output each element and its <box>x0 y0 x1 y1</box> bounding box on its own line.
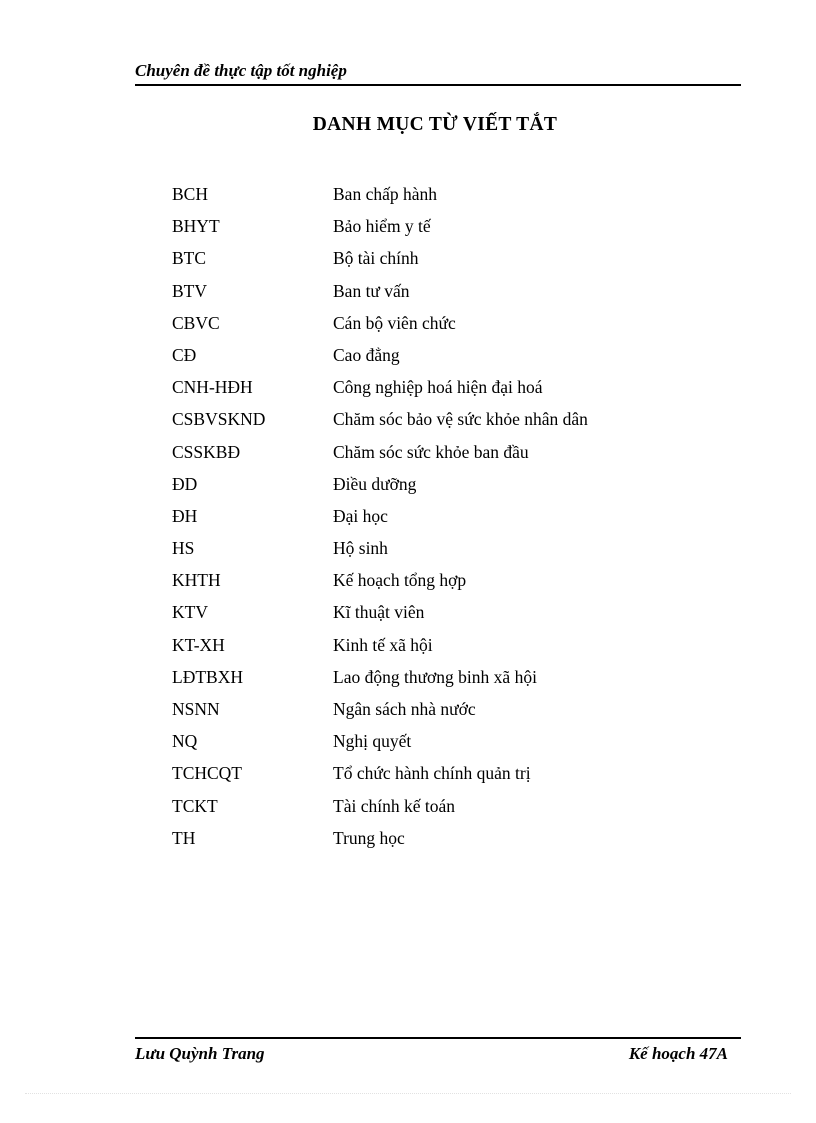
abbreviation-code: TCKT <box>172 795 218 816</box>
abbreviation-row <box>172 182 652 214</box>
abbreviation-meaning: Nghị quyết <box>333 731 412 752</box>
abbreviation-row <box>172 536 652 568</box>
abbreviation-code: CĐ <box>172 344 197 365</box>
abbreviation-list <box>172 182 652 858</box>
abbreviation-meaning: Chăm sóc bảo vệ sức khỏe nhân dân <box>333 409 588 430</box>
abbreviation-code: NSNN <box>172 699 220 719</box>
abbreviation-row <box>172 343 652 375</box>
abbreviation-code: BCH <box>172 184 208 204</box>
abbreviation-row <box>172 440 652 472</box>
abbreviation-row <box>172 600 652 632</box>
abbreviation-meaning: Tổ chức hành chính quản trị <box>333 763 531 784</box>
abbreviation-code: CSSKBĐ <box>172 441 241 462</box>
abbreviation-code: BTV <box>172 280 207 301</box>
abbreviation-code: KHTH <box>172 570 221 591</box>
abbreviation-meaning: Đại học <box>333 505 388 526</box>
abbreviation-meaning: Trung học <box>333 827 405 848</box>
abbreviation-meaning: Lao động thương binh xã hội <box>333 666 537 687</box>
abbreviation-code: BTC <box>172 248 207 269</box>
abbreviation-code: KTV <box>172 602 208 623</box>
abbreviation-row <box>172 568 652 600</box>
abbreviation-meaning: Bảo hiểm y tế <box>333 216 431 237</box>
abbreviation-code: NQ <box>172 731 198 752</box>
footer-class: Kế hoạch 47A <box>628 1044 728 1063</box>
page-title: DANH MỤC TỪ VIẾT TẮT <box>312 114 558 135</box>
abbreviation-meaning: Ban tư vấn <box>333 280 410 301</box>
abbreviation-meaning: Cán bộ viên chức <box>333 312 456 333</box>
abbreviation-row <box>172 375 652 407</box>
abbreviation-meaning: Cao đẳng <box>333 344 400 365</box>
abbreviation-meaning: Bộ tài chính <box>333 248 419 269</box>
abbreviation-meaning: Tài chính kế toán <box>333 795 455 816</box>
abbreviation-meaning: Điều dưỡng <box>333 473 417 494</box>
abbreviation-code: TH <box>172 827 196 848</box>
abbreviation-row <box>172 761 652 793</box>
abbreviation-code: CBVC <box>172 312 220 333</box>
abbreviation-row <box>172 504 652 536</box>
abbreviation-row <box>172 246 652 278</box>
abbreviation-row <box>172 214 652 246</box>
abbreviation-row <box>172 665 652 697</box>
abbreviation-code: CNH-HĐH <box>172 377 253 398</box>
abbreviation-meaning: Chăm sóc sức khỏe ban đầu <box>333 441 529 462</box>
abbreviation-code: HS <box>172 538 195 559</box>
abbreviation-row <box>172 826 652 858</box>
abbreviation-meaning: Công nghiệp hoá hiện đại hoá <box>333 377 543 398</box>
abbreviation-row <box>172 407 652 439</box>
abbreviation-row <box>172 729 652 761</box>
page-footer <box>135 1037 741 1069</box>
abbreviation-meaning: Ngân sách nhà nước <box>333 699 476 719</box>
abbreviation-meaning: Kế hoạch tổng hợp <box>333 570 467 591</box>
footer-author: Lưu Quỳnh Trang <box>135 1044 265 1063</box>
abbreviation-code: ĐH <box>172 505 198 526</box>
abbreviation-row <box>172 472 652 504</box>
abbreviation-row <box>172 697 652 729</box>
abbreviation-row <box>172 311 652 343</box>
abbreviation-code: KT-XH <box>172 634 225 655</box>
abbreviation-code: BHYT <box>172 216 220 237</box>
abbreviation-code: CSBVSKND <box>172 409 266 430</box>
page-edge-divider <box>25 1093 791 1094</box>
abbreviation-meaning: Kĩ thuật viên <box>333 602 425 623</box>
header-title: Chuyên đề thực tập tốt nghiệp <box>135 61 347 80</box>
abbreviation-row <box>172 794 652 826</box>
abbreviation-row <box>172 279 652 311</box>
abbreviation-code: ĐD <box>172 473 198 494</box>
abbreviation-code: TCHCQT <box>172 763 242 784</box>
abbreviation-meaning: Hộ sinh <box>333 538 388 559</box>
page-header <box>135 60 741 86</box>
abbreviation-row <box>172 633 652 665</box>
abbreviation-meaning: Kinh tế xã hội <box>333 634 433 655</box>
abbreviation-code: LĐTBXH <box>172 666 243 687</box>
abbreviation-meaning: Ban chấp hành <box>333 184 437 204</box>
